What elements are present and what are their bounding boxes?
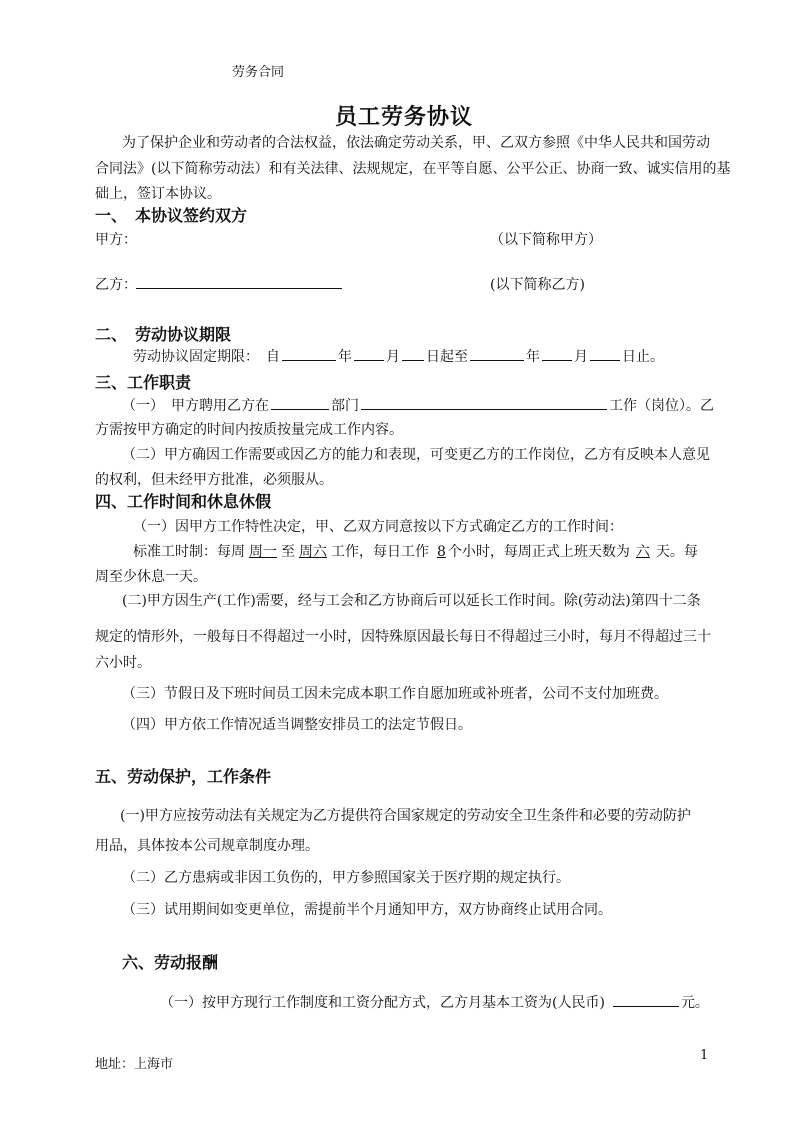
party-a-label: 甲方： <box>95 232 137 248</box>
from-label: 日起至 <box>426 349 468 365</box>
section-6-heading: 六、劳动报酬 <box>122 953 219 972</box>
intro-line-1: 为了保护企业和劳动者的合法权益，依法确定劳动关系，甲、乙双方参照《中华人民共和国劳动 <box>122 135 710 151</box>
salary-suffix: 元。 <box>680 995 709 1011</box>
duty-lead: （一） 甲方聘用乙方在 <box>122 398 269 414</box>
end-label: 日止。 <box>622 349 664 365</box>
work-day-to: 周六 <box>299 544 327 560</box>
duty-line-1 <box>122 395 714 415</box>
intro-line-3: 础上，签订本协议。 <box>95 186 221 202</box>
holiday-overtime-line: （三）节假日及下班时间员工因未完成本职工作自愿加班或补班者，公司不支付加班费。 <box>122 686 668 702</box>
overtime-line-3: 六小时。 <box>95 655 151 671</box>
salary-lead: （一）按甲方现行工作制度和工资分配方式，乙方月基本工资为(人民币) <box>160 995 605 1011</box>
page-number: 1 <box>700 1048 709 1063</box>
duty-p2-line-2: 的权利，但未经甲方批准，必须服从。 <box>95 472 333 488</box>
department-field <box>271 395 329 410</box>
standard-hours-line <box>133 541 698 561</box>
section-1-heading: 一、 本协议签约双方 <box>95 206 248 225</box>
position-label: 工作（岗位）。乙 <box>609 398 714 414</box>
year-label-2: 年 <box>526 349 540 365</box>
standard-hours-line-2: 周至少休息一天。 <box>95 569 207 585</box>
salary-line <box>160 992 709 1012</box>
section-5-heading: 五、劳动保护，工作条件 <box>95 767 272 786</box>
start-year-field <box>282 346 336 361</box>
end-year-field <box>470 346 524 361</box>
duty-p2-line-1: （二）甲方确因工作需要或因乙方的能力和表现，可变更乙方的工作岗位，乙方有反映本人意见 <box>122 447 710 463</box>
daily-work-label: 工作，每日工作 <box>331 544 429 560</box>
running-header: 劳务合同 <box>232 65 285 80</box>
end-month-field <box>542 346 572 361</box>
section-2-heading: 二、 劳动协议期限 <box>95 325 232 344</box>
weekly-days-label: 个小时，每周正式上班天数为 <box>447 544 630 560</box>
base-salary-field <box>613 992 679 1007</box>
probation-line: （三）试用期间如变更单位，需提前半个月通知甲方，双方协商终止试用合同。 <box>122 902 612 918</box>
protection-line-1: (一)甲方应按劳动法有关规定为乙方提供符合国家规定的劳动安全卫生条件和必要的劳动防护 <box>120 808 691 824</box>
term-lead: 劳动协议固定期限： 自 <box>133 349 280 365</box>
duty-line-2: 方需按甲方确定的时间内按质按量完成工作内容。 <box>95 422 403 438</box>
protection-line-2: 用品，具体按本公司规章制度办理。 <box>95 838 319 854</box>
std-lead: 标准工时制：每周 <box>133 544 245 560</box>
overtime-line-1: (二)甲方因生产(工作)需要，经与工会和乙方协商后可以延长工作时间。除(劳动法)第四十二条 <box>122 593 701 609</box>
party-b-note: (以下简称乙方) <box>490 277 585 293</box>
start-day-field <box>402 346 424 361</box>
work-day-from: 周一 <box>249 544 277 560</box>
days-suffix: 天。每 <box>655 544 698 560</box>
hours-p1: （一）因甲方工作特性决定，甲、乙双方同意按以下方式确定乙方的工作时间： <box>133 519 623 535</box>
department-label: 部门 <box>331 398 359 414</box>
party-b-name-field <box>136 274 342 289</box>
to-label: 至 <box>281 544 295 560</box>
document-title: 员工劳务协议 <box>335 104 474 130</box>
holiday-adjust-line: （四）甲方依工作情况适当调整安排员工的法定节假日。 <box>122 717 472 733</box>
party-b-label: 乙方： <box>95 277 137 293</box>
year-label: 年 <box>338 349 352 365</box>
start-month-field <box>354 346 384 361</box>
party-a-note: （以下简称甲方） <box>490 232 602 248</box>
month-label-2: 月 <box>574 349 588 365</box>
position-field <box>361 395 607 410</box>
daily-hours-value: 8 <box>437 544 446 560</box>
intro-line-2: 合同法》(以下简称劳动法）和有关法律、法规规定，在平等自愿、公平公正、协商一致、诚实信用的基 <box>95 161 731 177</box>
overtime-line-2: 规定的情形外，一般每日不得超过一小时，因特殊原因最长每日不得超过三小时，每月不得超过三十 <box>95 629 711 645</box>
term-line <box>133 346 664 366</box>
sick-leave-line: （二）乙方患病或非因工负伤的，甲方参照国家关于医疗期的规定执行。 <box>122 870 570 886</box>
section-3-heading: 三、工作职责 <box>95 373 192 392</box>
weekly-days-value: 六 <box>635 544 650 560</box>
footer-address: 地址：上海市 <box>95 1057 174 1072</box>
month-label: 月 <box>386 349 400 365</box>
section-4-heading: 四、工作时间和休息休假 <box>95 492 272 511</box>
end-day-field <box>590 346 620 361</box>
